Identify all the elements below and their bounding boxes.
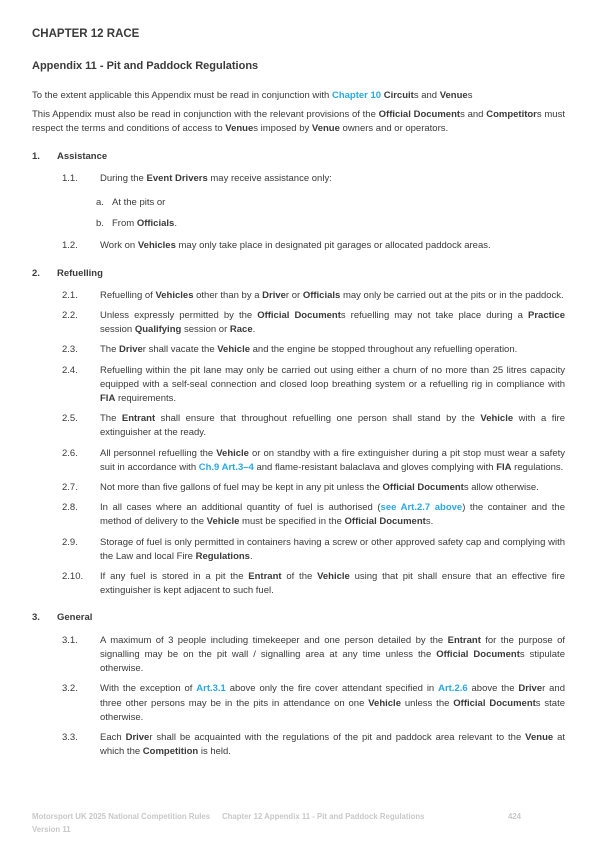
- text-run: .: [174, 218, 177, 230]
- clause-text: [100, 570, 565, 598]
- sub-clause-list: [32, 196, 565, 231]
- text-run: Venue: [525, 731, 554, 743]
- text-run: unless the: [400, 697, 454, 709]
- clause-text: [100, 481, 565, 495]
- text-run: Each: [100, 731, 126, 743]
- text-run: Drive: [125, 731, 150, 743]
- text-run: s and: [460, 109, 487, 121]
- section-heading: [32, 150, 565, 164]
- text-run: or on standby with a fire extinguisher during a pit stop must wear a safety suit in accordance with: [100, 447, 565, 473]
- text-run: s and: [413, 90, 440, 101]
- text-run: Drive: [262, 289, 286, 301]
- text-run: Officials: [136, 218, 175, 230]
- clause-number: 2.3.: [62, 344, 78, 356]
- clause-number: 2.2.: [62, 310, 78, 322]
- text-run: s stipulate otherwise.: [100, 648, 565, 675]
- clause-item: [62, 570, 565, 598]
- footer-page-number: 424: [508, 812, 522, 821]
- text-run: Not more than five gallons of fuel may be kept in any pit unless the: [100, 482, 383, 494]
- text-run: with a fire extinguisher at the ready.: [100, 413, 565, 439]
- text-run: Event Drivers: [146, 172, 208, 184]
- clause-item: [62, 364, 565, 407]
- section-heading: [32, 267, 565, 281]
- sections-container: [32, 150, 565, 760]
- clause-number: 2.6.: [62, 447, 78, 459]
- text-run: If any fuel is stored in a pit the: [100, 571, 249, 583]
- text-run: s must respect the terms and conditions of access to: [32, 109, 565, 135]
- text-run: of the: [281, 571, 318, 583]
- clause-item: [62, 481, 565, 495]
- clause-number: 3.2.: [62, 683, 78, 695]
- clause-number: 1.1.: [62, 172, 78, 184]
- text-run: Entrant: [248, 571, 282, 583]
- footer-chapter-info: Chapter 12 Appendix 11 - Pit and Paddock Regulations: [222, 812, 425, 821]
- intro-paragraph-1: [32, 89, 565, 103]
- clause-item: [62, 289, 565, 303]
- clause-text: [100, 501, 565, 529]
- text-run: must be specified in the: [239, 516, 345, 528]
- text-run: other than by a: [193, 289, 263, 301]
- text-run: A maximum of 3 people including timekeeper and one person detailed by the: [100, 634, 448, 646]
- sub-clause-letter: a.: [96, 197, 104, 209]
- text-run: Drive: [119, 344, 143, 356]
- text-run: Vehicle: [217, 344, 250, 356]
- doc-link[interactable]: see Art.2.7 above: [380, 502, 463, 514]
- text-run: may only be carried out at the pits or in the paddock.: [340, 289, 564, 301]
- chapter-heading: CHAPTER 12 RACE: [32, 28, 140, 40]
- clause-text: [100, 172, 565, 186]
- text-run: shall ensure that throughout refuelling one person shall stand by the: [155, 413, 481, 425]
- text-run: The: [100, 344, 120, 356]
- text-run: Drive: [518, 683, 543, 695]
- doc-link[interactable]: Chapter 10: [331, 90, 382, 101]
- text-run: Vehicles: [155, 289, 194, 301]
- text-run: Vehicle: [368, 697, 401, 709]
- text-run: With the exception of: [100, 683, 197, 695]
- page-footer: [32, 810, 565, 838]
- footer-document-info: [32, 810, 242, 836]
- text-run: s allow otherwise.: [463, 482, 539, 494]
- section-number: 2.: [32, 267, 40, 279]
- text-run: Officials: [302, 289, 341, 301]
- text-run: Unless expressly permitted by the: [100, 310, 258, 322]
- sub-clause-item: [96, 217, 565, 231]
- text-run: To the extent applicable this Appendix must be read in conjunction with: [32, 90, 332, 101]
- clause-item: [62, 172, 565, 186]
- sub-clause-letter: b.: [96, 218, 104, 230]
- text-run: and the engine be stopped throughout any refuelling operation.: [250, 344, 518, 356]
- text-run: is held.: [198, 746, 231, 758]
- text-run: From: [112, 218, 137, 230]
- clause-item: [62, 447, 565, 475]
- text-run: Vehicle: [317, 571, 350, 583]
- text-run: FIA: [496, 461, 512, 473]
- clause-item: [62, 309, 565, 337]
- text-run: Official Document: [382, 482, 464, 494]
- doc-link[interactable]: Art.3.1: [196, 683, 226, 695]
- text-run: Competitor: [486, 109, 537, 121]
- clause-item: [62, 343, 565, 357]
- text-run: s: [467, 90, 473, 101]
- text-run: may only take place in designated pit garages or allocated paddock areas.: [175, 240, 491, 252]
- text-run: .: [252, 324, 256, 336]
- section-heading: [32, 611, 565, 625]
- text-run: above only the fire cover attendant specified in: [225, 683, 439, 695]
- text-run: session or: [181, 324, 230, 336]
- text-run: Qualifying: [134, 324, 182, 336]
- text-run: Refuelling of: [100, 289, 156, 301]
- appendix-heading: Appendix 11 - Pit and Paddock Regulations: [32, 60, 259, 72]
- clause-number: 2.4.: [62, 364, 78, 376]
- clause-item: [62, 682, 565, 725]
- clause-item: [62, 239, 565, 253]
- sub-clause-item: [96, 196, 565, 210]
- section: [32, 150, 565, 254]
- clause-text: [100, 731, 565, 759]
- text-run: using that pit shall ensure that an effective fire extinguisher is kept adjacent to such fuel.: [100, 571, 565, 597]
- text-run: During the: [100, 172, 147, 184]
- clause-item: [62, 412, 565, 440]
- sub-clause-text: [112, 196, 565, 210]
- clause-number: 2.9.: [62, 536, 78, 548]
- clause-item: [62, 536, 565, 564]
- text-run: Venue: [311, 123, 340, 135]
- clause-text: [100, 309, 565, 337]
- clause-number: 3.1.: [62, 634, 78, 646]
- text-run: requirements.: [115, 393, 177, 405]
- text-run: for the purpose of signalling may be on the pit wall / signalling area at any time unless the: [100, 634, 565, 660]
- text-run: Official Document: [453, 697, 536, 709]
- text-run: Vehicle: [216, 447, 249, 459]
- text-run: Vehicles: [137, 240, 176, 252]
- clause-item: [62, 501, 565, 529]
- text-run: Refuelling within the pit lane may only be carried out using either a churn of no more than 25 litres capacity equipped with a self-seal connection and closed loop breathing system or a refuelling rig in compliance with: [100, 364, 565, 390]
- text-run: Vehicle: [206, 516, 240, 528]
- text-run: Vehicle: [480, 413, 514, 425]
- section-title: Refuelling: [57, 267, 103, 279]
- text-run: FIA: [100, 393, 116, 405]
- text-run: The: [100, 413, 122, 425]
- clause-text: [100, 289, 565, 303]
- footer-document-title: Motorsport UK 2025 National Competition Rules: [32, 812, 211, 821]
- clause-number: 2.1.: [62, 289, 78, 301]
- section-title: General: [57, 612, 93, 624]
- text-run: may receive assistance only:: [207, 172, 332, 184]
- section: [32, 611, 565, 759]
- clause-text: [100, 412, 565, 440]
- clause-text: [100, 343, 565, 357]
- footer-version: Version 11: [32, 825, 71, 834]
- text-run: owners and or operators.: [339, 123, 449, 135]
- text-run: Regulations: [195, 550, 250, 562]
- text-run: r shall vacate the: [142, 344, 218, 356]
- text-run: r or: [285, 289, 303, 301]
- clause-number: 2.7.: [62, 482, 78, 494]
- text-run: Venue: [439, 90, 468, 101]
- text-run: r shall be acquainted with the regulations of the pit and paddock area relevant to the: [149, 731, 526, 743]
- text-run: ) the container and the method of delivery to the: [100, 502, 565, 528]
- clause-text: [100, 634, 565, 677]
- clause-item: [62, 731, 565, 759]
- text-run: s imposed by: [253, 123, 312, 135]
- clause-number: 2.5.: [62, 413, 78, 425]
- text-run: Official Document: [344, 516, 426, 528]
- intro-paragraph-2: [32, 108, 565, 136]
- clause-number: 2.10.: [62, 571, 84, 583]
- text-run: above the: [467, 683, 519, 695]
- text-run: s state otherwise.: [100, 697, 565, 723]
- text-run: r and three other persons may be in the pits in attendance on one: [100, 683, 565, 709]
- text-run: session: [100, 324, 135, 336]
- text-run: Official Document: [257, 310, 341, 322]
- text-run: Storage of fuel is only permitted in containers having a screw or other approved safety cap and complying with the Law and local Fire: [100, 536, 565, 562]
- doc-link[interactable]: Art.2.6: [438, 683, 468, 695]
- text-run: All personnel refuelling the: [100, 447, 217, 459]
- clause-text: [100, 239, 565, 253]
- clause-text: [100, 364, 565, 407]
- sub-clause-text: [112, 217, 565, 231]
- text-run: Circuit: [383, 90, 414, 101]
- clause-item: [62, 634, 565, 677]
- section: [32, 267, 565, 599]
- text-run: This Appendix must also be read in conjunction with the relevant provisions of the: [32, 109, 379, 121]
- text-run: regulations.: [511, 461, 564, 473]
- text-run: Venue: [225, 123, 254, 135]
- section-number: 3.: [32, 612, 40, 624]
- text-run: Practice: [528, 310, 565, 322]
- text-run: s.: [425, 516, 434, 528]
- text-run: Competition: [142, 746, 199, 758]
- text-run: Race: [229, 324, 253, 336]
- clause-text: [100, 682, 565, 725]
- clause-text: [100, 447, 565, 475]
- clause-number: 1.2.: [62, 240, 78, 252]
- text-run: At the pits or: [112, 197, 166, 209]
- text-run: Entrant: [447, 634, 481, 646]
- text-run: .: [249, 550, 253, 562]
- text-run: Official Document: [436, 648, 520, 660]
- text-run: at which the: [100, 731, 566, 758]
- clause-number: 3.3.: [62, 731, 78, 743]
- section-number: 1.: [32, 150, 40, 162]
- text-run: In all cases where an additional quantity of fuel is authorised (: [100, 502, 381, 514]
- text-run: Official Document: [378, 109, 461, 121]
- text-run: Work on: [100, 240, 138, 252]
- text-run: and flame-resistant balaclava and gloves complying with: [253, 461, 497, 473]
- text-run: Entrant: [121, 413, 156, 425]
- text-run: s refuelling may not take place during a: [340, 310, 529, 322]
- doc-link[interactable]: Ch.9 Art.3–4: [198, 461, 254, 473]
- clause-number: 2.8.: [62, 502, 78, 514]
- clause-text: [100, 536, 565, 564]
- section-title: Assistance: [57, 150, 108, 162]
